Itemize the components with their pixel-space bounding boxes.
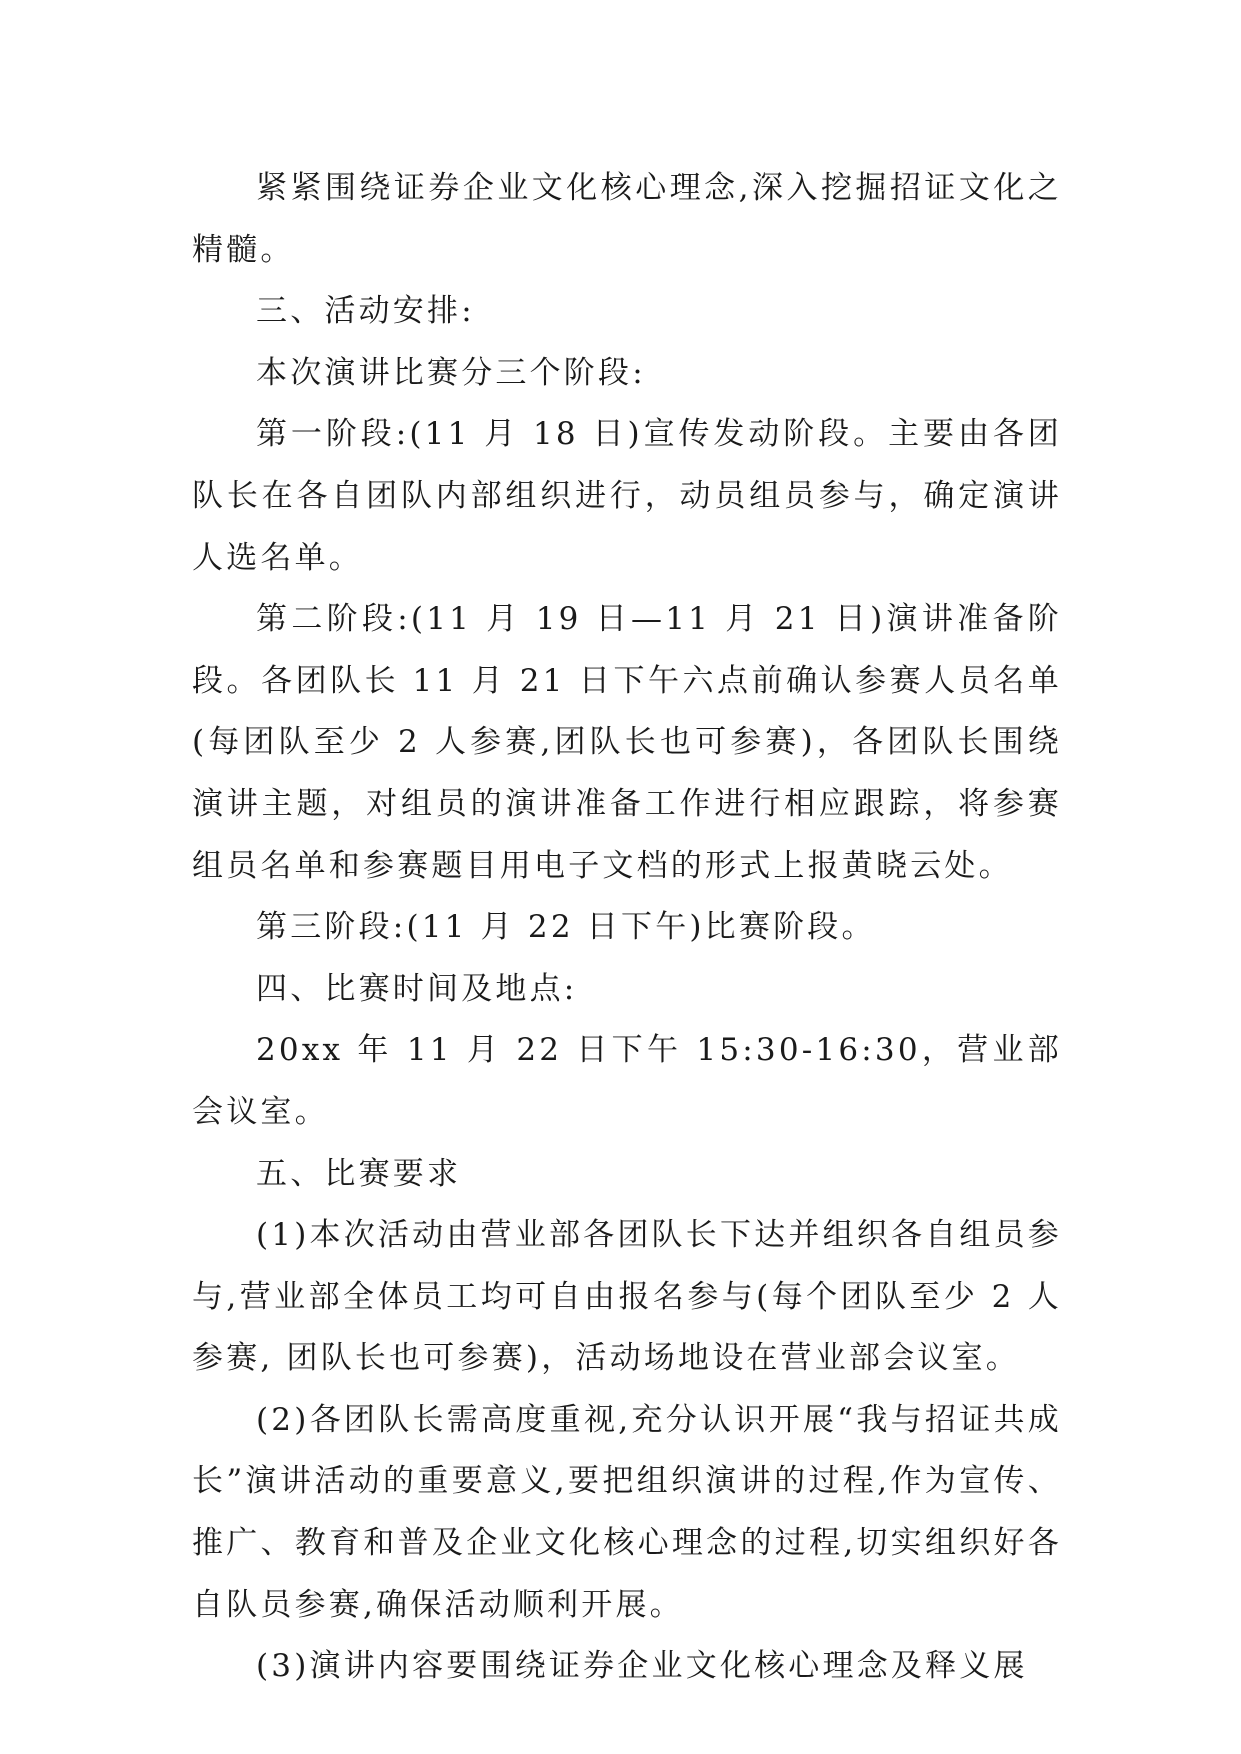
paragraph-requirement-2: (2)各团队长需高度重视,充分认识开展“我与招证共成长”演讲活动的重要意义,要把组织演讲的过程,作为宣传、推广、教育和普及企业文化核心理念的过程,切实组织好各自队员参赛,确保活动顺利开展。 <box>192 1401 1062 1623</box>
heading-activity-arrangement: 三、活动安排: <box>256 293 475 330</box>
paragraph-time-and-place: 20xx 年 11 月 22 日下午 15:30-16:30，营业部会议室。 <box>192 1032 1062 1130</box>
paragraph-intro-continuation: 紧紧围绕证券企业文化核心理念,深入挖掘招证文化之精髓。 <box>192 170 1062 268</box>
document-body <box>192 158 1062 1698</box>
paragraph-stage-one: 第一阶段:(11 月 18 日)宣传发动阶段。主要由各团队长在各自团队内部组织进行，动员组员参与，确定演讲人选名单。 <box>192 416 1062 576</box>
paragraph-requirement-3: (3)演讲内容要围绕证券企业文化核心理念及释义展 <box>256 1648 1028 1685</box>
paragraph-three-stages: 本次演讲比赛分三个阶段: <box>256 354 646 391</box>
heading-time-and-place: 四、比赛时间及地点: <box>256 970 578 1007</box>
paragraph-stage-three: 第三阶段:(11 月 22 日下午)比赛阶段。 <box>256 909 876 946</box>
paragraph-stage-two: 第二阶段:(11 月 19 日—11 月 21 日)演讲准备阶段。各团队长 11 月 21 日下午六点前确认参赛人员名单(每团队至少 2 人参赛,团队长也可参赛)，各团队长围绕演讲主题，对组员的演讲准备工作进行相应跟踪，将参赛组员名单和参赛题目用电子文档的形式上报黄晓云处。 <box>192 601 1062 884</box>
heading-requirements: 五、比赛要求 <box>256 1155 462 1192</box>
paragraph-requirement-1: (1)本次活动由营业部各团队长下达并组织各自组员参与,营业部全体员工均可自由报名参与(每个团队至少 2 人参赛, 团队长也可参赛)，活动场地设在营业部会议室。 <box>192 1217 1062 1377</box>
